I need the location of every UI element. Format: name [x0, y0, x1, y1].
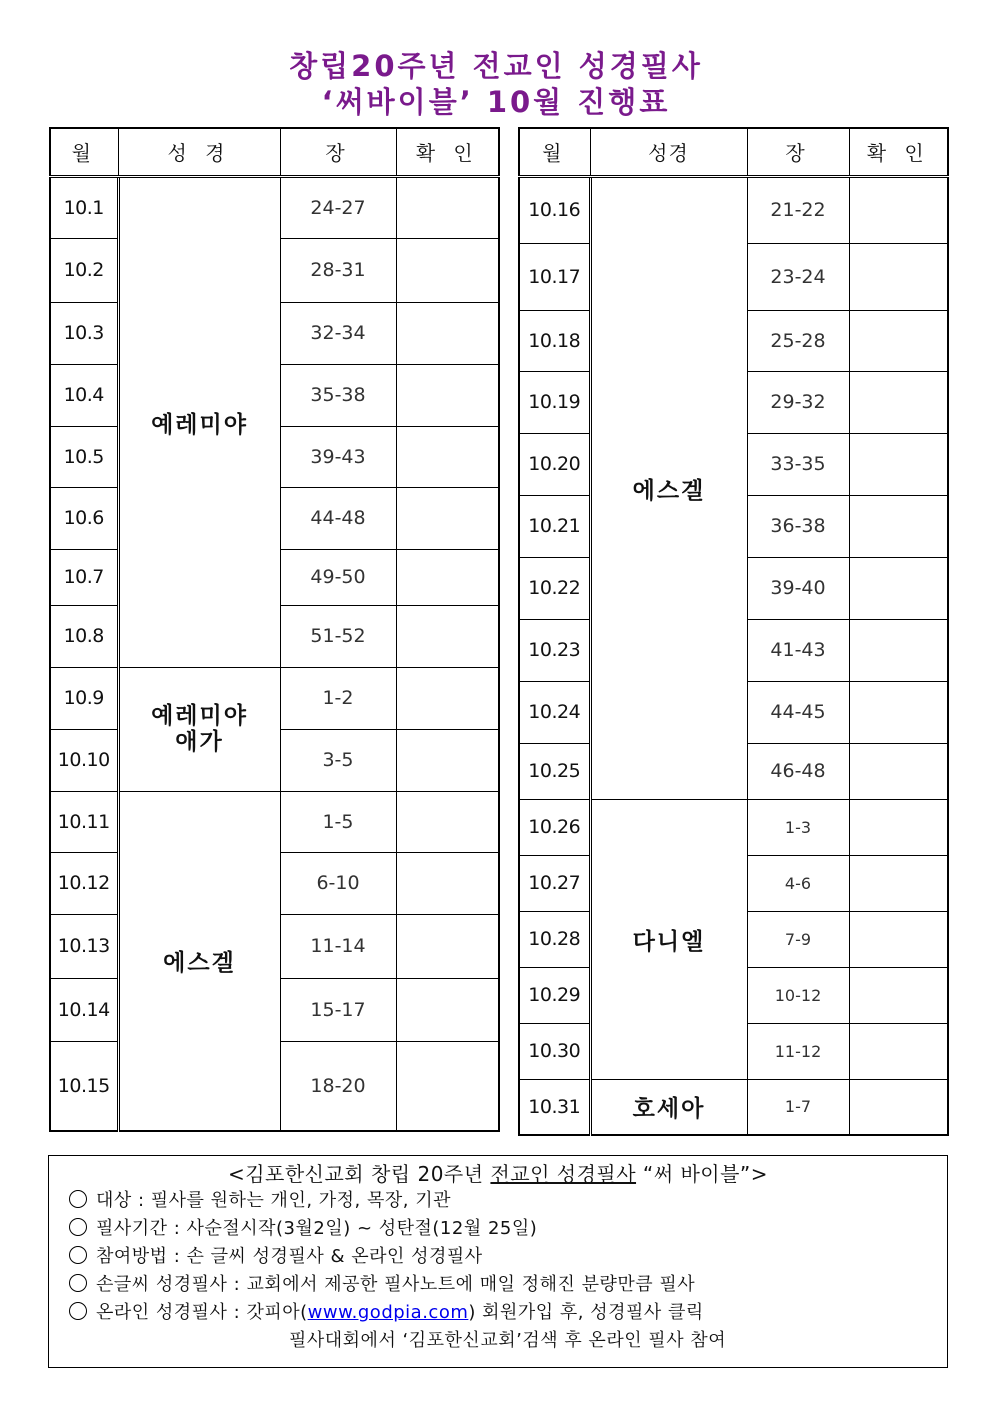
chapter-cell: 44-48 [280, 487, 396, 549]
header-check: 확 인 [396, 128, 499, 176]
date-cell: 10.15 [50, 1041, 118, 1131]
check-cell[interactable] [396, 1041, 499, 1131]
book-label-line2: 애가 [175, 729, 224, 755]
book-cell: 다니엘 [590, 799, 747, 1079]
date-cell: 10.6 [50, 487, 118, 549]
check-cell[interactable] [849, 967, 948, 1023]
chapter-cell: 24-27 [280, 176, 396, 238]
header-bible: 성경 [590, 128, 747, 176]
chapter-cell: 39-43 [280, 426, 396, 487]
chapter-cell: 25-28 [747, 310, 849, 371]
chapter-cell: 6-10 [280, 852, 396, 914]
book-label-line1: 예레미야 [151, 703, 248, 729]
table-header-row [519, 128, 948, 176]
check-cell[interactable] [396, 487, 499, 549]
check-cell[interactable] [849, 495, 948, 557]
table-row [50, 667, 499, 729]
info-item-text: 참여방법 : 손 글씨 성경필사 & 온라인 성경필사 [96, 1246, 483, 1267]
check-cell[interactable] [396, 978, 499, 1041]
chapter-cell: 41-43 [747, 619, 849, 681]
info-box [48, 1155, 948, 1368]
info-item-text: 필사기간 : 사순절시작(3월2일) ~ 성탄절(12월 25일) [96, 1218, 538, 1239]
godpia-link[interactable]: www.godpia.com [307, 1302, 469, 1323]
check-cell[interactable] [849, 619, 948, 681]
circle-bullet-icon [69, 1302, 87, 1320]
page-title: 창립20주년 전교인 성경필사 [289, 49, 703, 83]
date-cell: 10.19 [519, 371, 590, 433]
header-chapter: 장 [280, 128, 396, 176]
header-check: 확 인 [849, 128, 948, 176]
date-cell: 10.3 [50, 302, 118, 364]
circle-bullet-icon [69, 1190, 87, 1208]
book-cell: 에스겔 [590, 176, 747, 799]
check-cell[interactable] [396, 302, 499, 364]
table-header-row [50, 128, 499, 176]
chapter-cell: 4-6 [747, 855, 849, 911]
table-row [50, 176, 499, 238]
date-cell: 10.18 [519, 310, 590, 371]
check-cell[interactable] [396, 791, 499, 852]
circle-bullet-icon [69, 1218, 87, 1236]
page-subtitle: ‘써바이블’ 10월 진행표 [321, 85, 671, 119]
circle-bullet-icon [69, 1274, 87, 1292]
check-cell[interactable] [396, 549, 499, 605]
date-cell: 10.20 [519, 433, 590, 495]
date-cell: 10.22 [519, 557, 590, 619]
chapter-cell: 1-5 [280, 791, 396, 852]
check-cell[interactable] [849, 557, 948, 619]
date-cell: 10.28 [519, 911, 590, 967]
table-row [519, 176, 948, 243]
date-cell: 10.30 [519, 1023, 590, 1079]
check-cell[interactable] [849, 243, 948, 310]
check-cell[interactable] [849, 433, 948, 495]
check-cell[interactable] [849, 1023, 948, 1079]
check-cell[interactable] [849, 799, 948, 855]
check-cell[interactable] [849, 911, 948, 967]
info-item-text: 대상 : 필사를 원하는 개인, 가정, 목장, 기관 [96, 1190, 451, 1211]
check-cell[interactable] [849, 855, 948, 911]
check-cell[interactable] [396, 176, 499, 238]
check-cell[interactable] [396, 364, 499, 426]
info-title [49, 1158, 947, 1187]
date-cell: 10.27 [519, 855, 590, 911]
chapter-cell: 1-3 [747, 799, 849, 855]
book-cell [118, 667, 280, 791]
date-cell: 10.8 [50, 605, 118, 667]
chapter-cell: 29-32 [747, 371, 849, 433]
chapter-cell: 3-5 [280, 729, 396, 791]
check-cell[interactable] [849, 681, 948, 743]
date-cell: 10.1 [50, 176, 118, 238]
date-cell: 10.5 [50, 426, 118, 487]
schedule-table-left [49, 127, 500, 1132]
chapter-cell: 23-24 [747, 243, 849, 310]
info-item-period [69, 1215, 947, 1243]
table-row [519, 1079, 948, 1135]
circle-bullet-icon [69, 1246, 87, 1264]
check-cell[interactable] [396, 667, 499, 729]
schedule-table-right [518, 127, 949, 1136]
chapter-cell: 36-38 [747, 495, 849, 557]
chapter-cell: 7-9 [747, 911, 849, 967]
header-chapter: 장 [747, 128, 849, 176]
check-cell[interactable] [396, 852, 499, 914]
date-cell: 10.10 [50, 729, 118, 791]
date-cell: 10.17 [519, 243, 590, 310]
header-month: 월 [50, 128, 118, 176]
chapter-cell: 18-20 [280, 1041, 396, 1131]
date-cell: 10.16 [519, 176, 590, 243]
chapter-cell: 49-50 [280, 549, 396, 605]
table-row [519, 799, 948, 855]
info-item-handwriting [69, 1271, 947, 1299]
chapter-cell: 11-14 [280, 914, 396, 978]
check-cell[interactable] [849, 310, 948, 371]
date-cell: 10.21 [519, 495, 590, 557]
chapter-cell: 33-35 [747, 433, 849, 495]
check-cell[interactable] [849, 176, 948, 243]
date-cell: 10.11 [50, 791, 118, 852]
check-cell[interactable] [849, 371, 948, 433]
chapter-cell: 44-45 [747, 681, 849, 743]
info-title-pre: <김포한신교회 창립 20주년 [227, 1162, 491, 1186]
date-cell: 10.29 [519, 967, 590, 1023]
chapter-cell: 10-12 [747, 967, 849, 1023]
date-cell: 10.4 [50, 364, 118, 426]
date-cell: 10.9 [50, 667, 118, 729]
chapter-cell: 28-31 [280, 238, 396, 302]
book-cell: 에스겔 [118, 791, 280, 1131]
date-cell: 10.14 [50, 978, 118, 1041]
chapter-cell: 35-38 [280, 364, 396, 426]
book-cell: 호세아 [590, 1079, 747, 1135]
date-cell: 10.31 [519, 1079, 590, 1135]
chapter-cell: 46-48 [747, 743, 849, 799]
info-title-post: “써 바이블”> [636, 1162, 769, 1186]
date-cell: 10.23 [519, 619, 590, 681]
date-cell: 10.24 [519, 681, 590, 743]
header-bible: 성 경 [118, 128, 280, 176]
chapter-cell: 21-22 [747, 176, 849, 243]
check-cell[interactable] [396, 605, 499, 667]
chapter-cell: 15-17 [280, 978, 396, 1041]
date-cell: 10.7 [50, 549, 118, 605]
date-cell: 10.25 [519, 743, 590, 799]
check-cell[interactable] [396, 426, 499, 487]
info-item-method [69, 1243, 947, 1271]
info-item-text: ) 회원가입 후, 성경필사 클릭 [468, 1302, 704, 1323]
header-month: 월 [519, 128, 590, 176]
date-cell: 10.12 [50, 852, 118, 914]
book-cell: 예레미야 [118, 176, 280, 667]
chapter-cell: 39-40 [747, 557, 849, 619]
info-item-target [69, 1187, 947, 1215]
check-cell[interactable] [396, 238, 499, 302]
date-cell: 10.13 [50, 914, 118, 978]
chapter-cell: 32-34 [280, 302, 396, 364]
info-item-text: 온라인 성경필사 : 갓피아( [96, 1302, 308, 1323]
check-cell[interactable] [396, 914, 499, 978]
info-title-underlined: 전교인 성경필사 [490, 1162, 637, 1186]
info-item-online [69, 1299, 947, 1327]
chapter-cell: 51-52 [280, 605, 396, 667]
date-cell: 10.2 [50, 238, 118, 302]
chapter-cell: 1-2 [280, 667, 396, 729]
chapter-cell: 1-7 [747, 1079, 849, 1135]
check-cell[interactable] [849, 743, 948, 799]
info-item-text: 손글씨 성경필사 : 교회에서 제공한 필사노트에 매일 정해진 분량만큼 필사 [96, 1274, 696, 1295]
info-item-online-cont: 필사대회에서 ‘김포한신교회’검색 후 온라인 필사 참여 [289, 1330, 727, 1351]
check-cell[interactable] [396, 729, 499, 791]
date-cell: 10.26 [519, 799, 590, 855]
check-cell[interactable] [849, 1079, 948, 1135]
table-row [50, 791, 499, 852]
chapter-cell: 11-12 [747, 1023, 849, 1079]
